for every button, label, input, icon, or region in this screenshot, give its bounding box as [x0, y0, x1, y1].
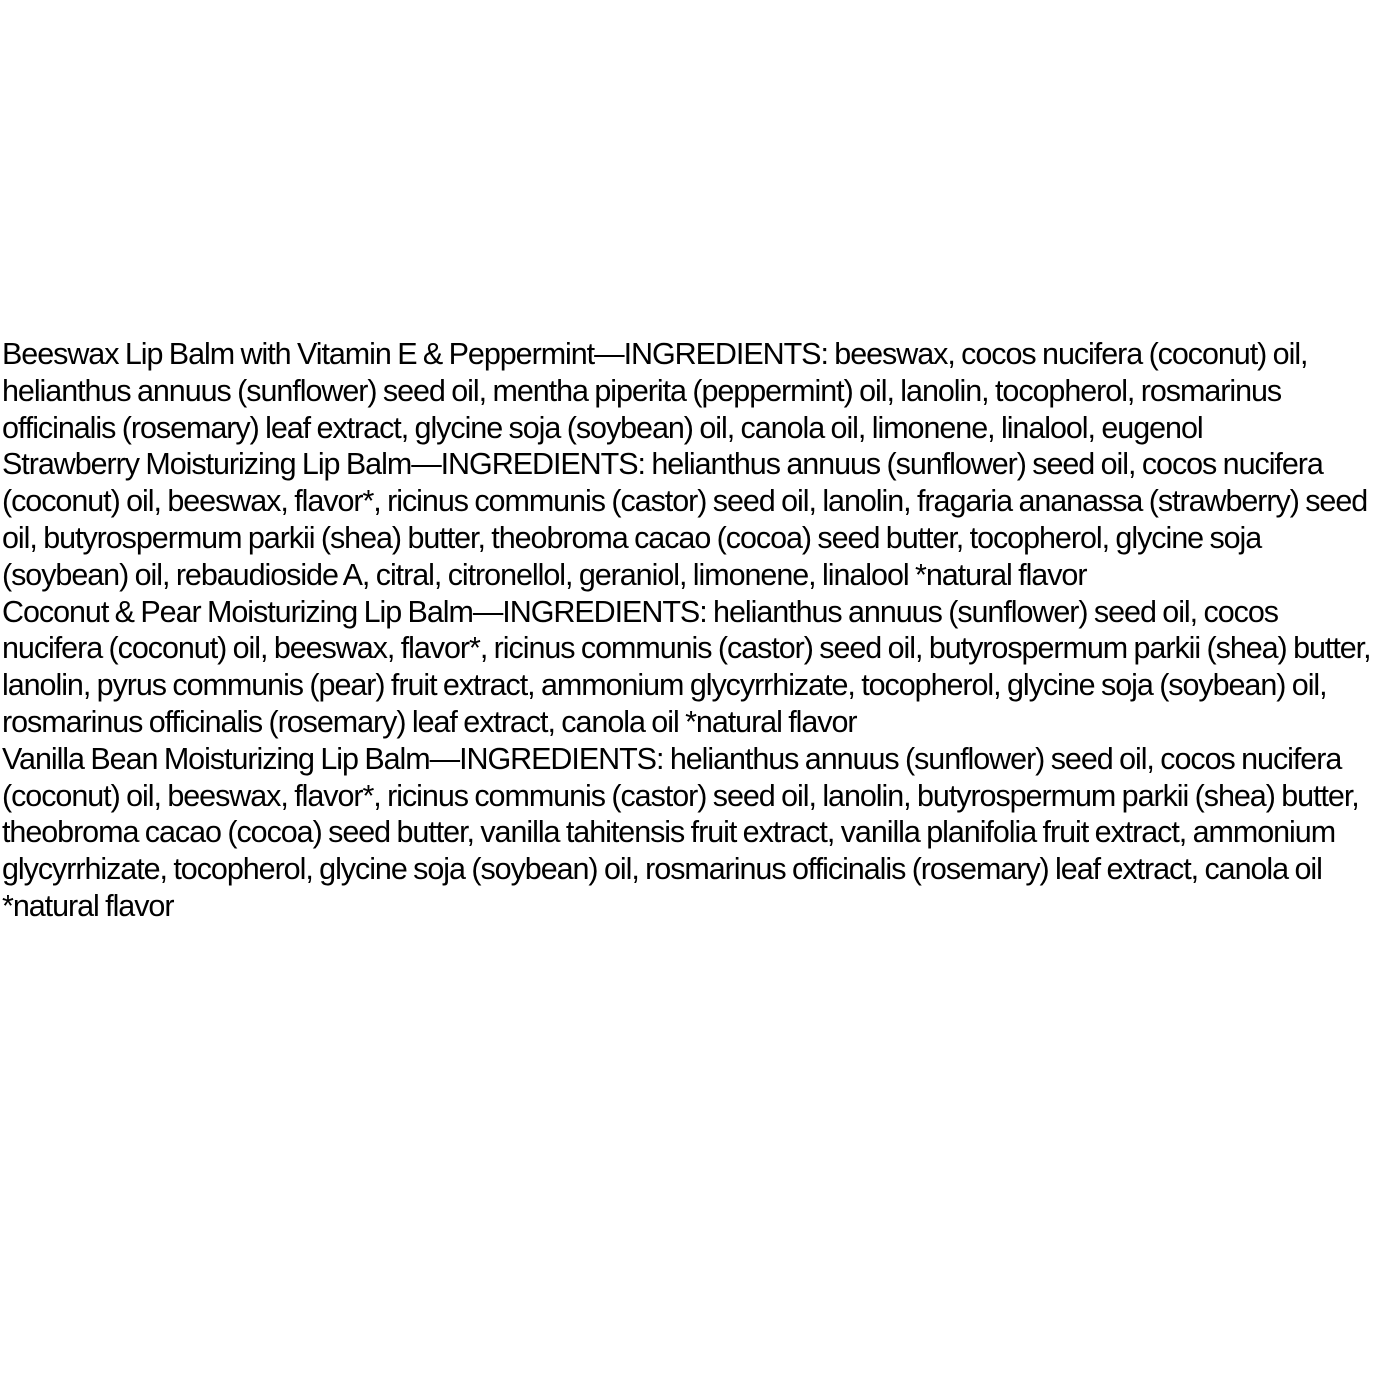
product-ingredients-vanilla-bean [2, 741, 1374, 925]
product-name: Beeswax Lip Balm with Vitamin E & Peppermint [2, 337, 595, 371]
product-name: Strawberry Moisturizing Lip Balm [2, 447, 412, 482]
product-name: Coconut & Pear Moisturizing Lip Balm [2, 594, 473, 629]
product-ingredients-beeswax-peppermint [2, 336, 1374, 446]
ingredients-text: —INGREDIENTS: beeswax, cocos nucifera (coconut) oil, helianthus annuus (sunflower) seed oil, mentha piperita (peppermint) oil, lanolin, tocopherol, rosmarinus officinalis (rosemary) leaf extract, glycine soja (soybean) oil, canola oil, limonene, linalool, eugenol [2, 337, 1308, 445]
ingredients-text: —INGREDIENTS: helianthus annuus (sunflower) seed oil, cocos nucifera (coconut) oil, beeswax, flavor*, ricinus communis (castor) seed oil, lanolin, butyrospermum parkii (shea) butter, theobroma cacao (cocoa) seed butter, vanilla tahitensis fruit extract, vanilla planifolia fruit extract, ammonium glycyrrhizate, tocopherol, glycine soja (soybean) oil, rosmarinus officinalis (rosemary) leaf extract, canola oil *natural flavor [2, 741, 1359, 923]
ingredients-text: —INGREDIENTS: helianthus annuus (sunflower) seed oil, cocos nucifera (coconut) oil, beeswax, flavor*, ricinus communis (castor) seed oil, lanolin, fragaria ananassa (strawberry) seed oil, butyrospermum parkii (shea) butter, theobroma cacao (cocoa) seed butter, tocopherol, glycine soja (soybean) oil, rebaudioside A, citral, citronellol, geraniol, limonene, linalool *natural flavor [2, 447, 1368, 592]
product-ingredients-strawberry [2, 446, 1374, 593]
product-name: Vanilla Bean Moisturizing Lip Balm [2, 741, 430, 776]
ingredients-list [2, 336, 1374, 925]
ingredients-text: —INGREDIENTS: helianthus annuus (sunflower) seed oil, cocos nucifera (coconut) oil, beeswax, flavor*, ricinus communis (castor) seed oil, butyrospermum parkii (shea) butter, lanolin, pyrus communis (pear) fruit extract, ammonium glycyrrhizate, tocopherol, glycine soja (soybean) oil, rosmarinus officinalis (rosemary) leaf extract, canola oil *natural flavor [2, 594, 1371, 739]
product-ingredients-coconut-pear [2, 594, 1374, 741]
